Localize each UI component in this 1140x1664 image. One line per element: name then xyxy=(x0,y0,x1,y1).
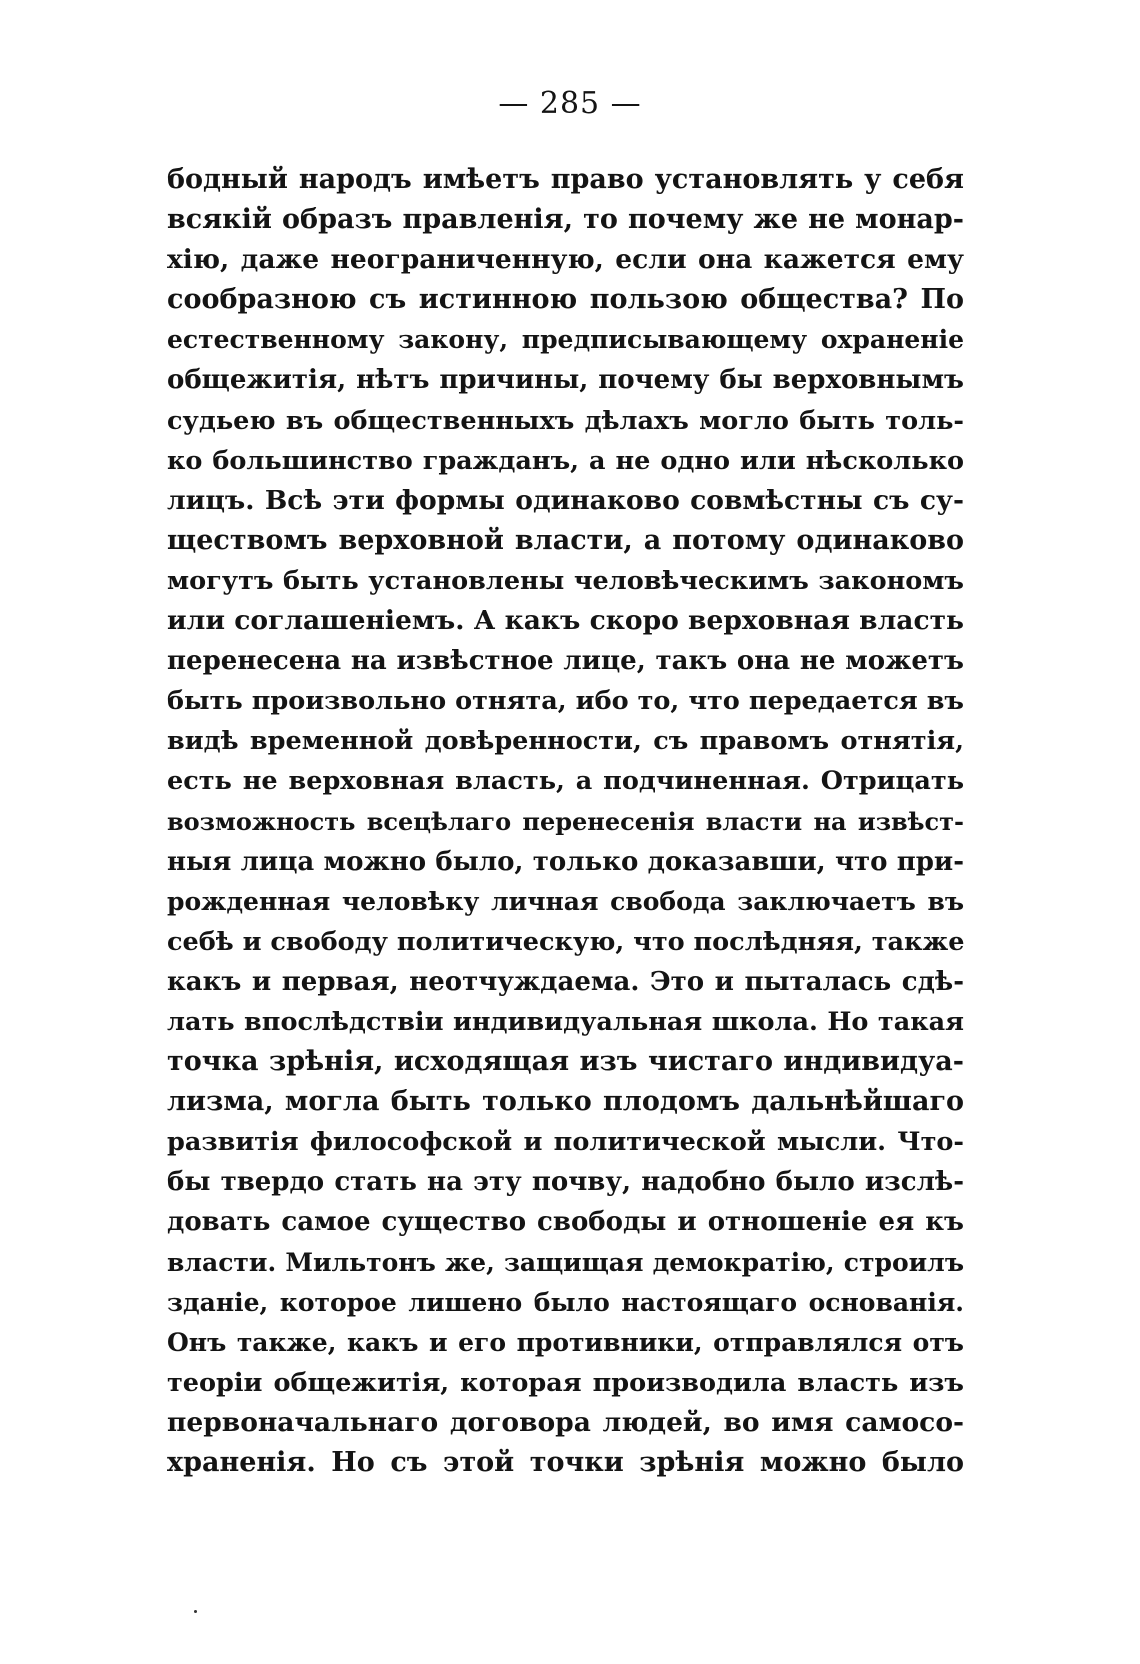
text-line: перенесена на извѣстное лице, такъ она не можетъ xyxy=(167,646,964,677)
text-line: всякій образъ правленія, то почему же не монар- xyxy=(167,204,964,236)
text-line: довать самое существо свободы и отношеніе ея къ xyxy=(167,1207,964,1238)
body-text xyxy=(167,160,964,1483)
text-line: себѣ и свободу политическую, что послѣдняя, также xyxy=(167,926,965,957)
text-line: лизма, могла быть только плодомъ дальнѣйшаго xyxy=(167,1086,964,1118)
text-line: общежитія, нѣтъ причины, почему бы верховнымъ xyxy=(167,365,964,396)
text-line: хію, даже неограниченную, если она кажется ему xyxy=(167,244,964,276)
text-line: храненія. Но съ этой точки зрѣнія можно было xyxy=(167,1447,964,1478)
text-line: какъ и первая, неотчуждаема. Это и пыталась сдѣ- xyxy=(167,966,964,997)
text-line: ко большинство гражданъ, а не одно или нѣсколько xyxy=(167,445,964,476)
text-line: естественному закону, предписывающему охраненіе xyxy=(167,325,964,355)
text-line: теоріи общежитія, которая производила власть изъ xyxy=(167,1367,964,1398)
text-line: развитія философской и политической мысли. Что- xyxy=(167,1127,964,1158)
text-line: власти. Мильтонъ же, защищая демократію, строилъ xyxy=(167,1247,964,1277)
text-line: возможность всецѣлаго перенесенія власти на извѣст- xyxy=(167,806,964,836)
text-line: точка зрѣнія, исходящая изъ чистаго индивидуа- xyxy=(167,1046,964,1078)
text-line: сообразною съ истинною пользою общества? По xyxy=(167,284,964,316)
text-line: Онъ также, какъ и его противники, отправлялся отъ xyxy=(167,1327,964,1357)
text-line: судьею въ общественныхъ дѣлахъ могло быть толь- xyxy=(167,405,964,436)
page-number: — 285 — xyxy=(498,86,642,121)
text-line: бы твердо стать на эту почву, надобно было изслѣ- xyxy=(167,1167,964,1198)
print-speck xyxy=(194,1610,197,1613)
text-line: первоначальнаго договора людей, во имя самосо- xyxy=(167,1406,964,1438)
text-line: рожденная человѣку личная свобода заключаетъ въ xyxy=(167,886,964,916)
text-line: быть произвольно отнята, ибо то, что передается въ xyxy=(167,686,964,717)
text-line: или соглашеніемъ. А какъ скоро верховная власть xyxy=(167,605,964,637)
text-line: лать впослѣдствіи индивидуальная школа. Но такая xyxy=(167,1006,964,1037)
text-line: ныя лица можно было, только доказавши, что при- xyxy=(167,846,964,877)
text-line: могутъ быть установлены человѣческимъ закономъ xyxy=(167,565,964,596)
text-line: бодный народъ имѣетъ право установлять у себя xyxy=(167,164,964,195)
text-line: лицъ. Всѣ эти формы одинаково совмѣстны съ су- xyxy=(167,484,964,516)
text-line: зданіе, которое лишено было настоящаго основанія. xyxy=(167,1287,964,1317)
text-line: видѣ временной довѣренности, съ правомъ отнятія, xyxy=(167,726,964,757)
text-line: ществомъ верховной власти, а потому одинаково xyxy=(167,524,964,556)
text-line: есть не верховная власть, а подчиненная. Отрицать xyxy=(167,766,964,797)
